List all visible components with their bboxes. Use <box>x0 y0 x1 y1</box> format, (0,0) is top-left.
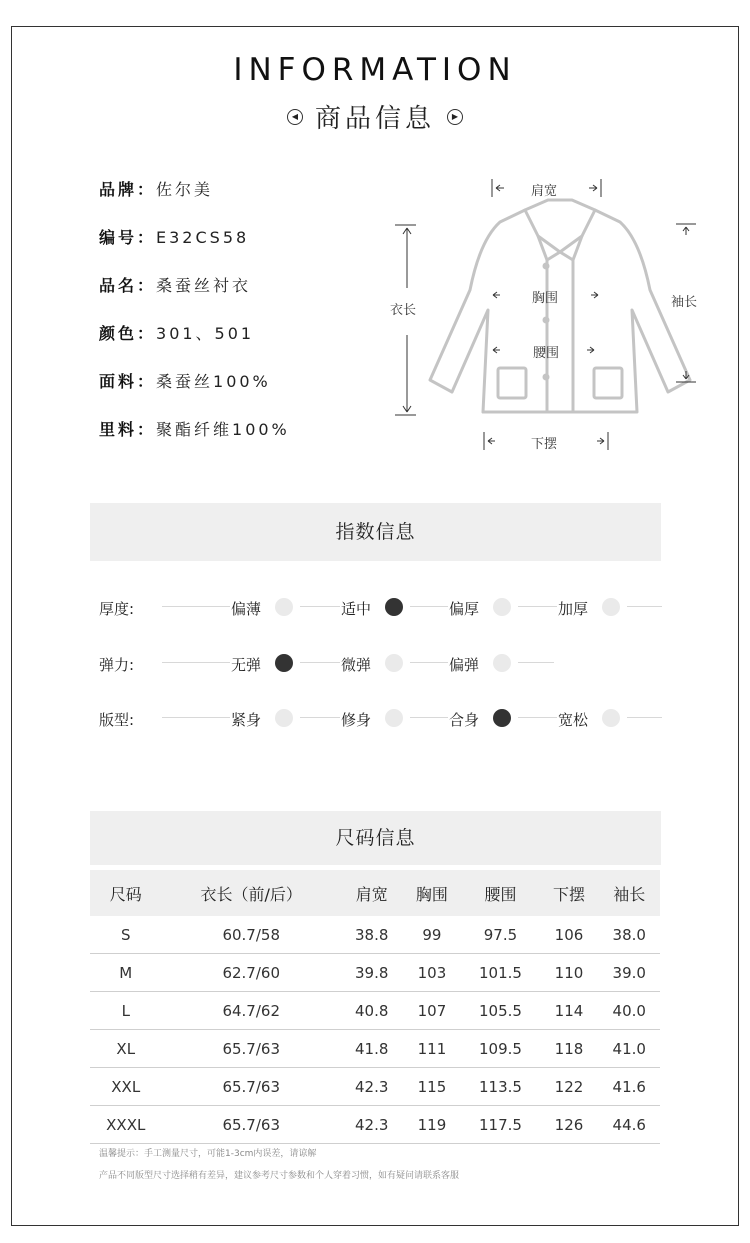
table-cell: 42.3 <box>341 1068 402 1106</box>
table-cell: 106 <box>539 916 598 954</box>
col-header: 衣长（前/后） <box>161 870 340 916</box>
table-row <box>90 1106 660 1144</box>
fit-dot-tight <box>275 709 293 727</box>
table-row <box>90 992 660 1030</box>
info-color: 颜色：301、501 <box>99 324 255 343</box>
table-cell: 109.5 <box>461 1030 539 1068</box>
size-table-header <box>90 870 660 916</box>
page-title-cn-text: 商品信息 <box>314 104 435 134</box>
table-cell: 38.0 <box>599 916 661 954</box>
elasticity-option-slight: 微弹 <box>341 656 372 674</box>
label-sleeve: 袖长 <box>671 295 698 310</box>
table-cell: 62.7/60 <box>161 954 340 992</box>
col-header: 尺码 <box>90 870 161 916</box>
table-cell: 42.3 <box>341 1106 402 1144</box>
label-shoulder: 肩宽 <box>531 184 558 199</box>
col-header: 胸围 <box>402 870 461 916</box>
table-cell: 101.5 <box>461 954 539 992</box>
fit-option-regular: 合身 <box>449 711 480 729</box>
table-cell: 114 <box>539 992 598 1030</box>
col-header: 下摆 <box>539 870 598 916</box>
size-section-title: 尺码信息 <box>90 811 661 865</box>
table-cell: 41.6 <box>599 1068 661 1106</box>
table-cell: L <box>90 992 161 1030</box>
col-header: 袖长 <box>599 870 661 916</box>
index-section-title: 指数信息 <box>90 503 661 561</box>
table-cell: 115 <box>402 1068 461 1106</box>
thickness-option-extra-thick: 加厚 <box>558 600 589 618</box>
table-cell: 41.8 <box>341 1030 402 1068</box>
table-cell: M <box>90 954 161 992</box>
table-cell: 97.5 <box>461 916 539 954</box>
table-cell: 118 <box>539 1030 598 1068</box>
size-table <box>90 870 660 1144</box>
note-fit-advice: 产品不同版型尺寸选择稍有差异，建议参考尺寸参数和个人穿着习惯，如有疑问请联系客服 <box>99 1171 460 1181</box>
table-cell: XXXL <box>90 1106 161 1144</box>
table-cell: 41.0 <box>599 1030 661 1068</box>
fit-option-slim: 修身 <box>341 711 372 729</box>
note-measurement: 温馨提示：手工测量尺寸，可能1-3cm内误差，请谅解 <box>99 1149 317 1159</box>
elasticity-dot-none <box>275 654 293 672</box>
table-cell: 103 <box>402 954 461 992</box>
elasticity-option-none: 无弹 <box>231 656 262 674</box>
label-waist: 腰围 <box>533 346 560 361</box>
fit-dot-regular <box>493 709 511 727</box>
label-hem: 下摆 <box>531 437 558 452</box>
table-cell: 122 <box>539 1068 598 1106</box>
table-cell: 60.7/58 <box>161 916 340 954</box>
info-lining: 里料：聚酯纤维100% <box>99 420 290 439</box>
thickness-option-thin: 偏薄 <box>231 600 262 618</box>
table-cell: 40.8 <box>341 992 402 1030</box>
elasticity-dot-slight <box>385 654 403 672</box>
info-fabric: 面料：桑蚕丝100% <box>99 372 271 391</box>
table-cell: 111 <box>402 1030 461 1068</box>
table-cell: 99 <box>402 916 461 954</box>
table-cell: 126 <box>539 1106 598 1144</box>
table-row <box>90 1030 660 1068</box>
table-row <box>90 954 660 992</box>
thickness-dot-extra-thick <box>602 598 620 616</box>
fit-option-loose: 宽松 <box>558 711 589 729</box>
thickness-option-medium: 适中 <box>341 600 372 618</box>
table-row <box>90 916 660 954</box>
shirt-outline-icon <box>430 200 690 412</box>
elasticity-option-stretchy: 偏弹 <box>449 656 480 674</box>
table-cell: 65.7/63 <box>161 1106 340 1144</box>
table-cell: 117.5 <box>461 1106 539 1144</box>
page-title-en: INFORMATION <box>233 52 517 88</box>
fit-dot-slim <box>385 709 403 727</box>
table-cell: 39.8 <box>341 954 402 992</box>
page-title-cn <box>0 98 750 135</box>
thickness-dot-thin <box>275 598 293 616</box>
elasticity-dot-stretchy <box>493 654 511 672</box>
thickness-dot-medium <box>385 598 403 616</box>
fit-option-tight: 紧身 <box>231 711 262 729</box>
circle-left-arrow-icon: ◀ <box>287 109 303 125</box>
col-header: 腰围 <box>461 870 539 916</box>
table-cell: 107 <box>402 992 461 1030</box>
garment-measure-diagram <box>380 170 720 460</box>
table-cell: XL <box>90 1030 161 1068</box>
table-cell: 39.0 <box>599 954 661 992</box>
table-cell: S <box>90 916 161 954</box>
info-name: 品名：桑蚕丝衬衣 <box>99 276 252 295</box>
table-cell: 110 <box>539 954 598 992</box>
table-cell: 113.5 <box>461 1068 539 1106</box>
thickness-option-thick: 偏厚 <box>449 600 480 618</box>
table-cell: 119 <box>402 1106 461 1144</box>
label-length: 衣长 <box>390 303 417 318</box>
table-cell: 105.5 <box>461 992 539 1030</box>
circle-right-arrow-icon: ▶ <box>447 109 463 125</box>
table-row <box>90 1068 660 1106</box>
thickness-dot-thick <box>493 598 511 616</box>
index-label-fit: 版型: <box>99 711 135 729</box>
index-label-thickness: 厚度: <box>99 600 135 618</box>
info-brand: 品牌：佐尔美 <box>99 180 214 199</box>
table-cell: 65.7/63 <box>161 1030 340 1068</box>
table-cell: 64.7/62 <box>161 992 340 1030</box>
table-cell: 65.7/63 <box>161 1068 340 1106</box>
table-cell: XXL <box>90 1068 161 1106</box>
index-label-elasticity: 弹力: <box>99 656 135 674</box>
info-code: 编号：E32CS58 <box>99 228 250 247</box>
label-chest: 胸围 <box>532 291 559 306</box>
fit-dot-loose <box>602 709 620 727</box>
col-header: 肩宽 <box>341 870 402 916</box>
table-cell: 44.6 <box>599 1106 661 1144</box>
table-cell: 40.0 <box>599 992 661 1030</box>
table-cell: 38.8 <box>341 916 402 954</box>
